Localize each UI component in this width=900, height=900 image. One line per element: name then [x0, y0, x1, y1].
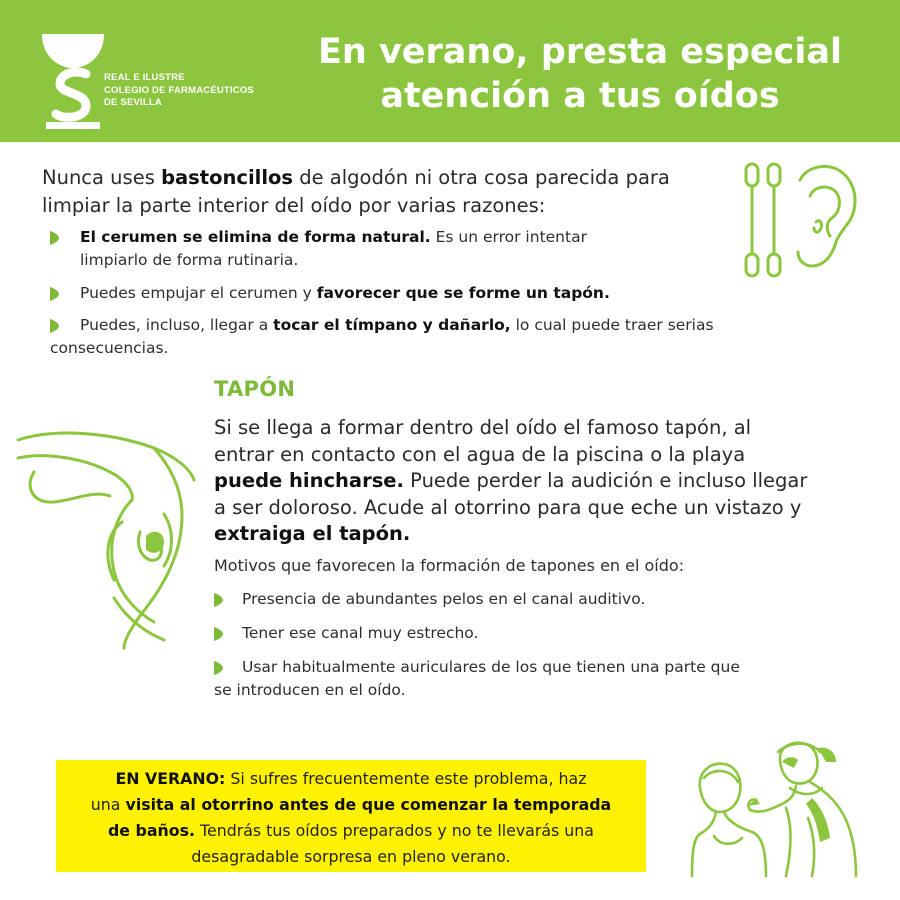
list-item-text: Presencia de abundantes pelos en el canal auditivo. — [242, 590, 646, 608]
bullet-icon — [214, 627, 223, 641]
tapon-bold: puede hincharse. — [214, 469, 404, 492]
tapon-text: Si se llega a formar dentro del oído el famoso tapón, al — [214, 416, 752, 439]
intro-bold: bastoncillos — [161, 166, 294, 189]
summer-tip-text: Si sufres frecuentemente este problema, haz — [225, 769, 587, 788]
list-item-text: se introducen en el oído. — [214, 681, 406, 699]
list-item-text: Es un error intentar — [430, 228, 587, 246]
ear-canal-icon — [14, 418, 200, 650]
tapon-bold: extraiga el tapón. — [214, 522, 411, 545]
header-banner — [0, 0, 900, 142]
motivos-intro: Motivos que favorecen la formación de tapones en el oído: — [214, 556, 685, 575]
list-item-text: Puedes, incluso, llegar a — [80, 316, 274, 334]
college-name-line: COLEGIO DE FARMACÉUTICOS — [104, 84, 254, 96]
list-item-text: Tener ese canal muy estrecho. — [242, 624, 479, 642]
tapon-text: entrar en contacto con el agua de la piscina o la playa — [214, 442, 746, 466]
intro-text: Nunca uses — [42, 166, 162, 189]
summer-tip-text: desagradable sorpresa en pleno verano. — [191, 847, 511, 866]
list-item-text: limpiarlo de forma rutinaria. — [80, 251, 299, 269]
list-item-text: consecuencias. — [50, 339, 169, 357]
tapon-paragraph — [214, 415, 874, 548]
tapon-text: Puede perder la audición e incluso llegar — [403, 469, 808, 492]
doctor-patient-icon — [690, 738, 860, 878]
bullet-icon — [214, 661, 223, 675]
bullet-icon — [50, 231, 59, 245]
college-logo-icon — [38, 30, 108, 130]
list-item-text: Puedes empujar el cerumen y — [80, 284, 317, 302]
page-title-line: En verano, presta especial — [317, 32, 843, 72]
bullet-icon — [50, 319, 59, 333]
intro-text: de algodón ni otra cosa parecida para — [293, 166, 670, 189]
list-item-bold: favorecer que se forme un tapón. — [316, 284, 610, 302]
page-title — [290, 30, 870, 118]
list-item-bold: tocar el tímpano y dañarlo, — [273, 316, 511, 334]
tapon-text: a ser doloroso. Acude al otorrino para que eche un vistazo y — [214, 495, 802, 519]
college-name-line: DE SEVILLA — [104, 97, 162, 108]
intro-paragraph — [42, 164, 742, 220]
list-item-bold: El cerumen se elimina de forma natural. — [80, 228, 431, 246]
page-title-line: atención a tus oídos — [380, 76, 780, 116]
list-item-text: Usar habitualmente auriculares de los que tienen una parte que — [242, 658, 740, 676]
summer-tip-bold: visita al otorrino antes de que comenzar la temporada — [125, 795, 612, 814]
summer-tip-label: EN VERANO: — [115, 769, 226, 788]
list-item-text: lo cual puede traer serias — [510, 316, 714, 334]
summer-tip-text: una — [90, 795, 126, 814]
tapon-heading: TAPÓN — [214, 377, 296, 401]
bullet-icon — [50, 287, 59, 301]
summer-tip-bold: de baños. — [107, 821, 195, 840]
intro-text: limpiar la parte interior del oído por varias razones: — [42, 194, 546, 217]
college-name — [104, 72, 274, 110]
bullet-icon — [214, 593, 223, 607]
summer-tip-text: Tendrás tus oídos preparados y no te llevarás una — [194, 821, 594, 840]
college-name-line: REAL E ILUSTRE — [104, 72, 185, 83]
cotton-swabs-ear-icon — [742, 162, 862, 280]
summer-tip-box — [56, 760, 646, 872]
